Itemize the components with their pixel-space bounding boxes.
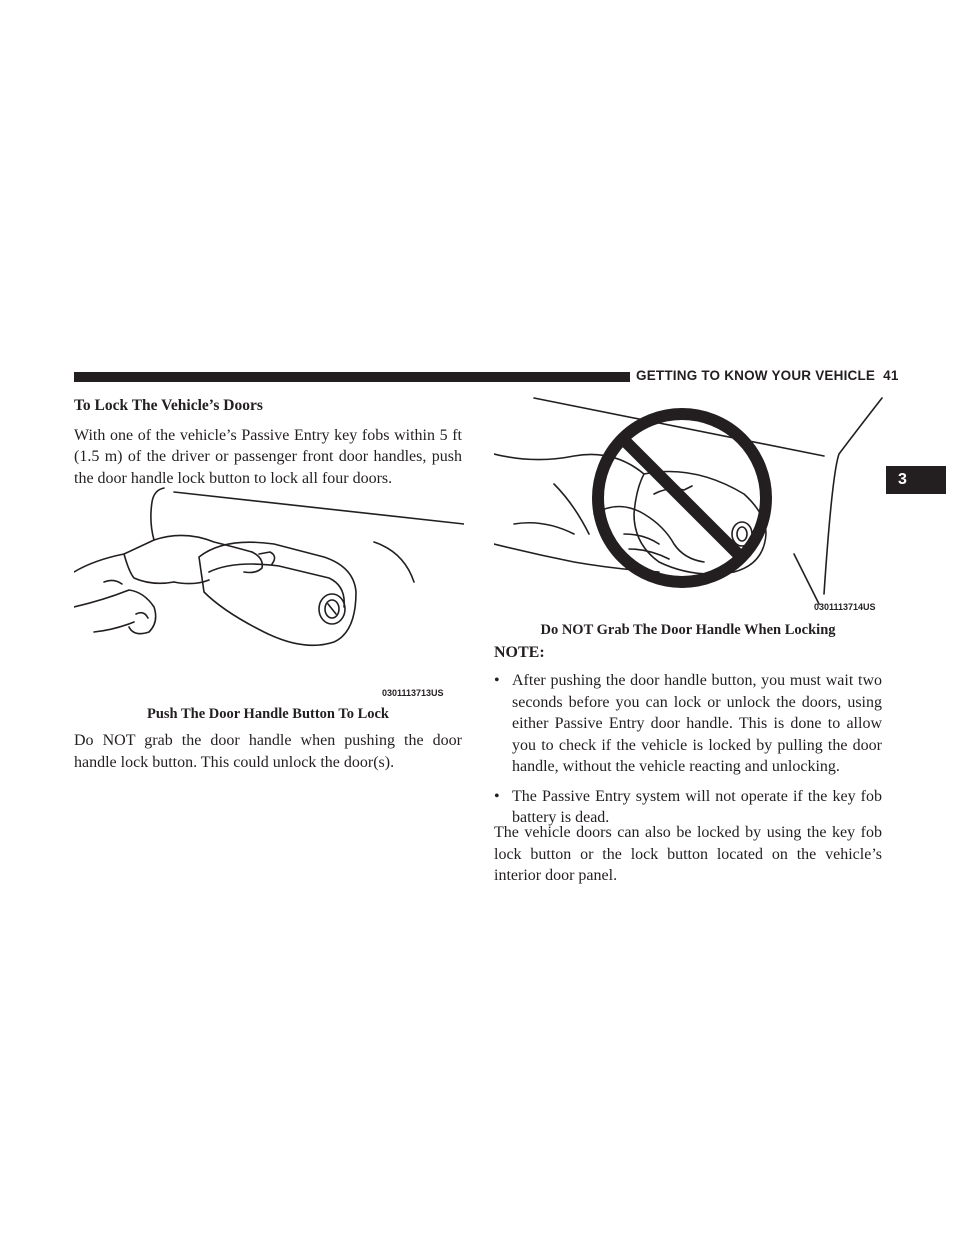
- bullet-text: The Passive Entry system will not operate if the key fob battery is dead.: [512, 787, 882, 826]
- figure-code-left: 0301113713US: [382, 688, 444, 698]
- closing-paragraph: The vehicle doors can also be locked by using the key fob lock button or the lock button located on the vehicle’s interior door panel.: [494, 824, 882, 884]
- page-number: 41: [883, 368, 899, 383]
- header-rule: [74, 372, 630, 382]
- figure-do-not-grab: [494, 394, 884, 614]
- figure-caption-right: Do NOT Grab The Door Handle When Locking: [540, 622, 836, 638]
- list-item: [494, 670, 882, 778]
- note-bullets: [494, 670, 882, 837]
- figure-caption-left: Push The Door Handle Button To Lock: [146, 706, 389, 722]
- chapter-tab: 3: [886, 466, 946, 494]
- bullet-marker: •: [494, 672, 500, 689]
- bullet-text: After pushing the door handle button, you must wait two seconds before you can lock or unlock the doors, using either Passive Entry door handle. This is done to allow you to check if the vehicle is locked by pulling the door handle, without the vehicle reacting and unlocking.: [512, 672, 882, 775]
- left-column-intro: [74, 395, 462, 489]
- figure-push-button: [74, 482, 464, 682]
- running-header: [636, 368, 899, 383]
- bullet-marker: •: [494, 787, 500, 805]
- section-title: GETTING TO KNOW YOUR VEHICLE: [636, 368, 876, 383]
- warning-paragraph: Do NOT grab the door handle when pushing the door handle lock button. This could unlock the door(s).: [74, 732, 462, 771]
- section-heading: To Lock The Vehicle’s Doors: [74, 397, 263, 414]
- note-label: NOTE:: [494, 644, 545, 661]
- figure-code-right: 0301113714US: [814, 602, 876, 612]
- intro-paragraph: With one of the vehicle’s Passive Entry key fobs within 5 ft (1.5 m) of the driver or passenger front door handles, push the door handle lock button to lock all four doors.: [74, 426, 462, 487]
